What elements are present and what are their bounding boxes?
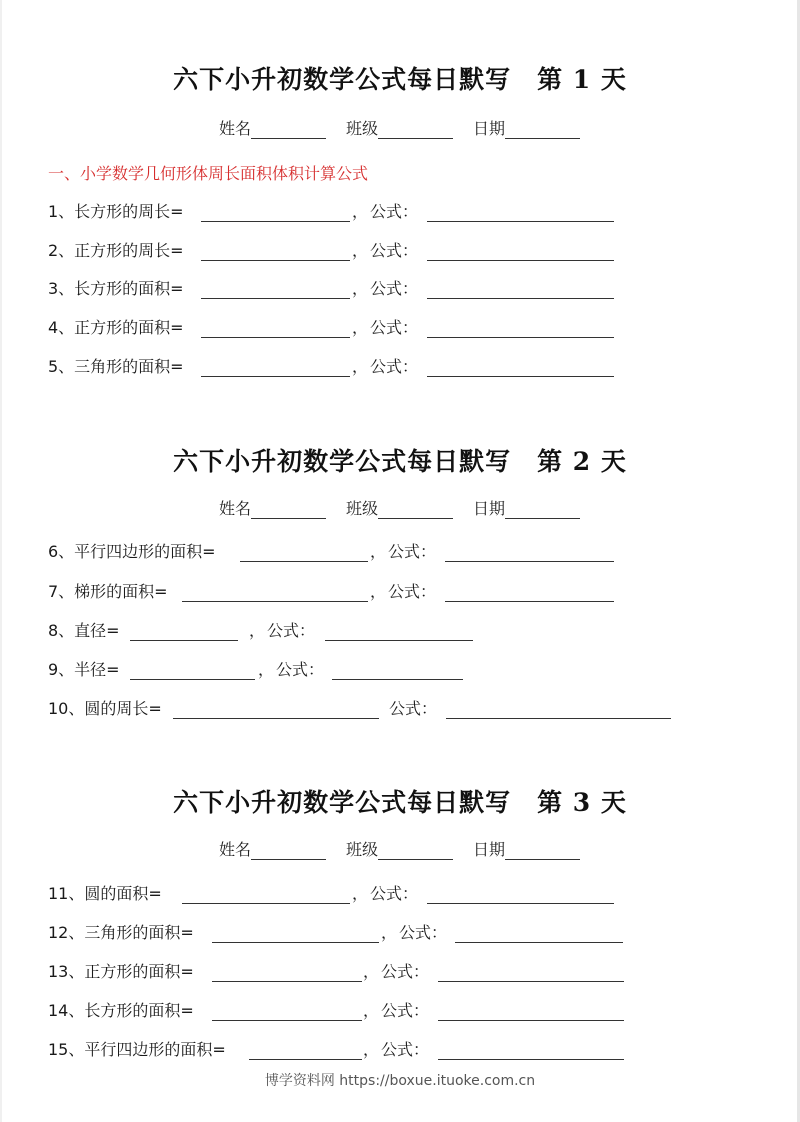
formula-blank[interactable] xyxy=(427,883,614,904)
comma: ， xyxy=(352,318,369,337)
formula-blank[interactable] xyxy=(332,659,463,680)
formula-blank[interactable] xyxy=(427,356,614,377)
date-label: 日期 xyxy=(473,119,506,138)
comma: ， xyxy=(363,1001,380,1020)
answer-blank[interactable] xyxy=(182,883,350,904)
day-2-info xyxy=(219,496,580,519)
question-label: 4、正方形的面积= xyxy=(48,318,184,337)
formula-blank[interactable] xyxy=(438,961,624,982)
date-field[interactable] xyxy=(505,843,580,860)
question-label: 15、平行四边形的面积= xyxy=(48,1040,226,1059)
comma: ， xyxy=(352,202,369,221)
formula-blank[interactable] xyxy=(445,581,614,602)
question-label: 12、三角形的面积= xyxy=(48,923,194,942)
formula-label: 公式： xyxy=(370,202,419,221)
answer-blank[interactable] xyxy=(130,659,255,680)
answer-blank[interactable] xyxy=(182,581,368,602)
question-label: 2、正方形的周长= xyxy=(48,241,184,260)
formula-blank[interactable] xyxy=(427,278,614,299)
formula-label: 公式： xyxy=(276,660,325,679)
answer-blank[interactable] xyxy=(173,698,379,719)
comma: ， xyxy=(352,241,369,260)
formula-label: 公式： xyxy=(389,699,438,718)
question-label: 1、长方形的周长= xyxy=(48,202,184,221)
formula-label: 公式： xyxy=(388,542,437,561)
comma: ， xyxy=(381,923,398,942)
formula-label: 公式： xyxy=(381,1040,430,1059)
formula-blank[interactable] xyxy=(427,317,614,338)
day-3-info xyxy=(219,837,580,860)
comma: ， xyxy=(249,621,266,640)
name-label: 姓名 xyxy=(219,119,252,138)
class-field[interactable] xyxy=(378,843,453,860)
answer-blank[interactable] xyxy=(201,240,350,261)
name-label: 姓名 xyxy=(219,840,252,859)
page-edge xyxy=(0,0,2,1122)
formula-blank[interactable] xyxy=(445,541,614,562)
name-label: 姓名 xyxy=(219,499,252,518)
question-label: 8、直径= xyxy=(48,621,120,640)
formula-label: 公式： xyxy=(381,1001,430,1020)
class-label: 班级 xyxy=(346,499,379,518)
question-label: 11、圆的面积= xyxy=(48,884,162,903)
formula-label: 公式： xyxy=(370,884,419,903)
formula-blank[interactable] xyxy=(427,240,614,261)
answer-blank[interactable] xyxy=(240,541,368,562)
formula-blank[interactable] xyxy=(438,1039,624,1060)
formula-blank[interactable] xyxy=(446,698,671,719)
day-1-info xyxy=(219,116,580,139)
name-field[interactable] xyxy=(251,122,326,139)
formula-blank[interactable] xyxy=(438,1000,624,1021)
question-label: 3、长方形的面积= xyxy=(48,279,184,298)
formula-blank[interactable] xyxy=(325,620,473,641)
class-label: 班级 xyxy=(346,119,379,138)
formula-label: 公式： xyxy=(381,962,430,981)
comma: ， xyxy=(352,884,369,903)
answer-blank[interactable] xyxy=(212,922,379,943)
section-heading: 一、小学数学几何形体周长面积体积计算公式 xyxy=(48,164,369,183)
class-field[interactable] xyxy=(378,122,453,139)
day-3-title: 六下小升初数学公式每日默写 第 3 天 xyxy=(173,788,627,817)
comma: ， xyxy=(370,542,387,561)
answer-blank[interactable] xyxy=(201,278,350,299)
day-2-title: 六下小升初数学公式每日默写 第 2 天 xyxy=(173,447,627,476)
question-label: 10、圆的周长= xyxy=(48,699,162,718)
answer-blank[interactable] xyxy=(201,201,350,222)
answer-blank[interactable] xyxy=(201,317,350,338)
question-label: 14、长方形的面积= xyxy=(48,1001,194,1020)
comma: ， xyxy=(363,962,380,981)
answer-blank[interactable] xyxy=(212,961,362,982)
comma: ， xyxy=(352,279,369,298)
answer-blank[interactable] xyxy=(130,620,238,641)
class-label: 班级 xyxy=(346,840,379,859)
question-label: 13、正方形的面积= xyxy=(48,962,194,981)
formula-label: 公式： xyxy=(399,923,448,942)
question-label: 6、平行四边形的面积= xyxy=(48,542,216,561)
date-label: 日期 xyxy=(473,499,506,518)
question-label: 9、半径= xyxy=(48,660,120,679)
formula-blank[interactable] xyxy=(455,922,623,943)
answer-blank[interactable] xyxy=(212,1000,362,1021)
class-field[interactable] xyxy=(378,502,453,519)
comma: ， xyxy=(363,1040,380,1059)
footer-watermark: 博学资料网 https://boxue.ituoke.com.cn xyxy=(264,1073,536,1089)
answer-blank[interactable] xyxy=(249,1039,362,1060)
formula-label: 公式： xyxy=(370,279,419,298)
date-label: 日期 xyxy=(473,840,506,859)
comma: ， xyxy=(258,660,275,679)
comma: ， xyxy=(352,357,369,376)
question-label: 5、三角形的面积= xyxy=(48,357,184,376)
formula-label: 公式： xyxy=(370,241,419,260)
formula-blank[interactable] xyxy=(427,201,614,222)
name-field[interactable] xyxy=(251,843,326,860)
formula-label: 公式： xyxy=(370,318,419,337)
day-1-title: 六下小升初数学公式每日默写 第 1 天 xyxy=(173,65,627,94)
formula-label: 公式： xyxy=(388,582,437,601)
comma: ， xyxy=(370,582,387,601)
date-field[interactable] xyxy=(505,502,580,519)
formula-label: 公式： xyxy=(267,621,316,640)
name-field[interactable] xyxy=(251,502,326,519)
question-label: 7、梯形的面积= xyxy=(48,582,168,601)
date-field[interactable] xyxy=(505,122,580,139)
answer-blank[interactable] xyxy=(201,356,350,377)
formula-label: 公式： xyxy=(370,357,419,376)
